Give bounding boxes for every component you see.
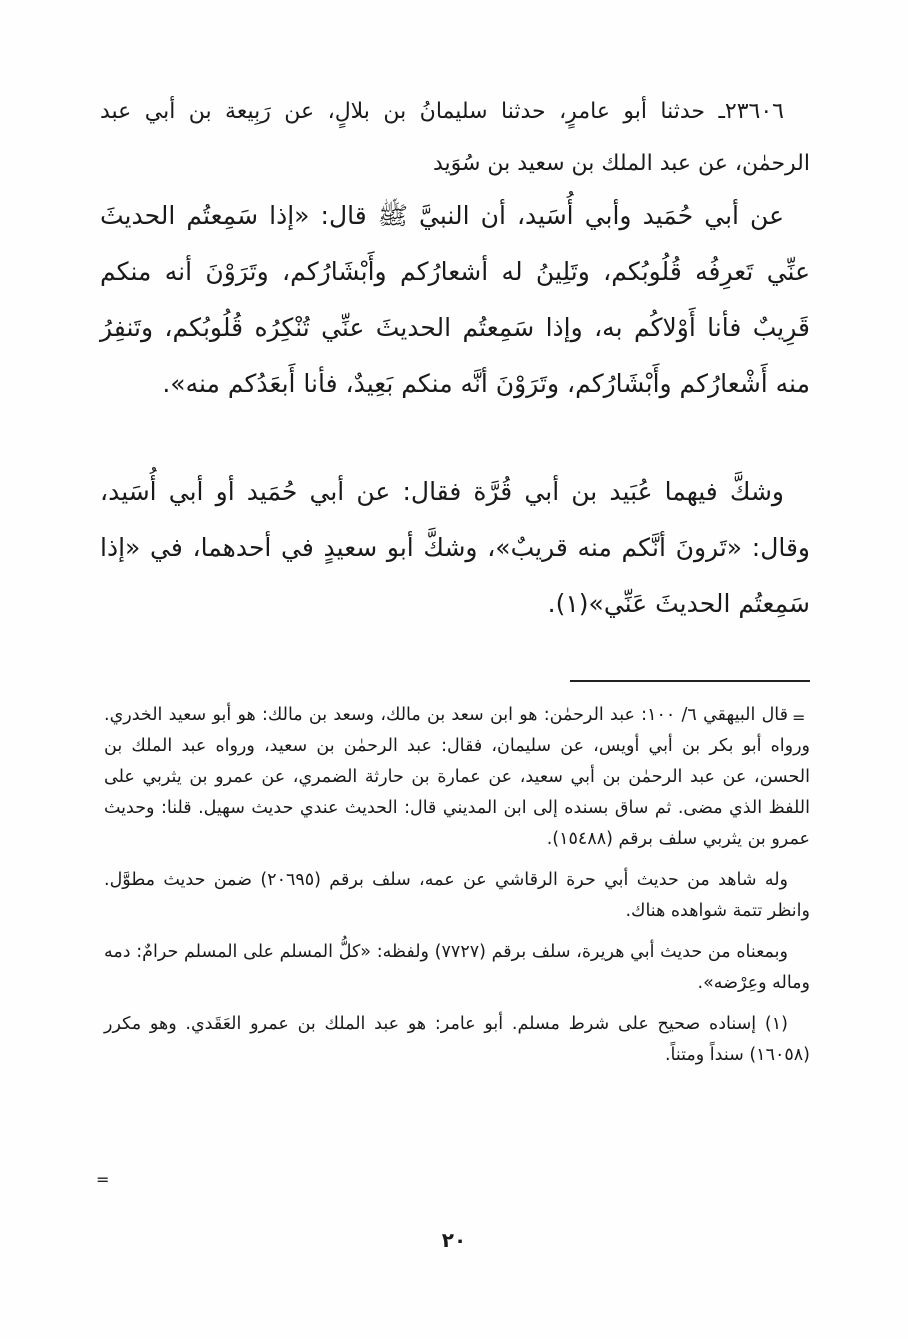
hadith-narrator-note-text: وشكَّ فيهما عُبَيد بن أبي قُرَّة فقال: عن أبي حُمَيد أو أبي أُسَيد، وقال: «تَرونَ أنَّكم منه قريبٌ»، وشكَّ أبو سعيدٍ في أحدهما، في «إذا سَمِعتُم الحديثَ عَنِّي»(١). (100, 477, 810, 618)
hadith-chain-of-narration (100, 86, 810, 190)
hadith-text-block (100, 188, 810, 412)
page-number: ٢٠ (441, 1228, 467, 1252)
footnote-continuation-mark-bottom: = (96, 1170, 110, 1189)
footnote-paragraph: وبمعناه من حديث أبي هريرة، سلف برقم (٧٧٢٧) ولفظه: «كلُّ المسلم على المسلم حرامٌ: دمه وماله وعِرْضه». (104, 942, 810, 993)
footnote-continuation-mark-top: = (792, 708, 806, 727)
footnote-paragraph: قال البيهقي ٦/ ١٠٠: عبد الرحمٰن: هو ابن سعد بن مالك، وسعد بن مالك: هو أبو سعيد الخدري. ورواه أبو بكر بن أبي أويس، عن سليمان، فقال: عبد الرحمٰن بن سعيد، ورواه عبد الملك بن الحسن، عن عبد الرحمٰن بن أبي سعيد، عن عمارة بن حارثة الضمري، عن عمرو بن يثربي على اللفظ الذي مضى. ثم ساق بسنده إلى ابن المديني قال: الحديث عندي حديث سهيل. قلنا: وحديث عمرو بن يثربي سلف برقم (١٥٤٨٨). (104, 705, 810, 849)
footnote-separator-rule (570, 680, 810, 682)
footnote-paragraph: (١) إسناده صحيح على شرط مسلم. أبو عامر: هو عبد الملك بن عمرو العَقَدي. وهو مكرر (١٦٠٥٨) سنداً ومتناً. (104, 1014, 810, 1065)
footnotes-section (104, 700, 810, 1081)
hadith-narrator-note-block (100, 464, 810, 632)
hadith-isnad-text: ٢٣٦٠٦ـ حدثنا أبو عامرٍ، حدثنا سليمانُ بن بلالٍ، عن رَبِيعة بن أبي عبد الرحمٰن، عن عبد الملك بن سعيد بن سُوَيد (100, 99, 810, 176)
hadith-matn-text: عن أبي حُمَيد وأبي أُسَيد، أن النبيَّ ﷺ قال: «إذا سَمِعتُم الحديثَ عنِّي تَعرِفُه قُلُوبُكم، وتَلِينُ له أشعارُكم وأَبْشَارُكم، وتَرَوْنَ أنه منكم قَرِيبٌ فأنا أَوْلاكُم به، وإذا سَمِعتُم الحديثَ عنِّي تُنْكِرُه قُلُوبُكم، وتَنفِرُ منه أَشْعارُكم وأَبْشَارُكم، وتَرَوْنَ أنَّه منكم بَعِيدٌ، فأنا أَبعَدُكم منه». (100, 201, 810, 398)
footnote-paragraph: وله شاهد من حديث أبي حرة الرقاشي عن عمه، سلف برقم (٢٠٦٩٥) ضمن حديث مطوَّل. وانظر تتمة شواهده هناك. (104, 870, 810, 921)
